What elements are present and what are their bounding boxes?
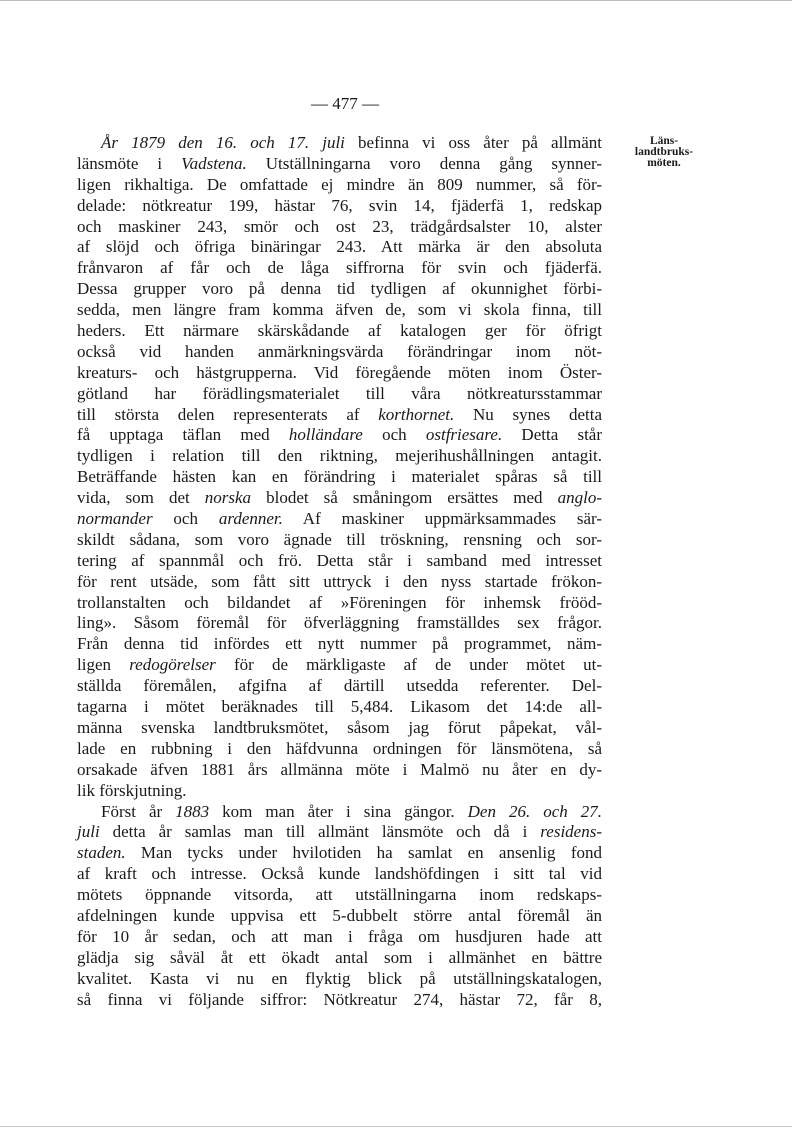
text-line — [77, 718, 602, 739]
text-run: frånvaron af får och de låga siffrorna för svin och fjäderfä. — [77, 258, 602, 278]
text-run: kom man åter i sina gängor. — [209, 801, 468, 821]
text-run: och maskiner 243, smör och ost 23, trädgårdsalster 10, alster — [77, 216, 602, 236]
text-line — [77, 321, 602, 342]
text-run: delade: nötkreatur 199, hästar 76, svin 14, fjäderfä 1, redskap — [77, 195, 602, 215]
text-line — [77, 217, 602, 238]
text-run: för de märkligaste af de under mötet ut- — [215, 655, 602, 675]
text-line — [77, 613, 602, 634]
text-run: af slöjd och öfriga binäringar 243. Att märka är den absoluta — [77, 237, 602, 257]
text-run: tydligen i relation till den riktning, mejerihushållningen antagit. — [77, 446, 602, 466]
text-line — [77, 990, 602, 1011]
text-line — [77, 154, 602, 175]
text-run: Man tycks under hvilotiden ha samlat en ansenlig fond — [125, 843, 602, 863]
italic-run: redogörelser — [129, 655, 216, 675]
margin-note-line: landtbruks- — [634, 146, 694, 158]
italic-run: korthornet. — [378, 404, 455, 424]
italic-run: 1883 — [175, 801, 210, 821]
text-line — [77, 488, 602, 509]
text-run: Från denna tid infördes ett nytt nummer på programmet, näm- — [77, 634, 602, 654]
text-line — [77, 948, 602, 969]
text-run: af kraft och intresse. Också kunde landshöfdingen i sitt tal vid — [77, 864, 602, 884]
text-line — [77, 969, 602, 990]
text-line — [77, 906, 602, 927]
margin-note-line: Läns- — [649, 135, 679, 147]
text-line — [77, 843, 602, 864]
body-text — [77, 133, 602, 1010]
italic-run: holländare — [288, 425, 363, 445]
text-run: tagarna i mötet beräknades till 5,484. Likasom det 14:de all- — [77, 697, 602, 717]
text-run: Först år — [101, 801, 176, 821]
text-line — [77, 530, 602, 551]
text-run: mötets öppnande vitsorda, att utställningarna inom redskaps- — [77, 885, 602, 905]
italic-run: residens- — [540, 822, 602, 842]
text-run: männa svenska landtbruksmötet, såsom jag förut påpekat, vål- — [77, 717, 602, 737]
text-line — [77, 237, 602, 258]
text-line — [77, 363, 602, 384]
text-line — [77, 760, 602, 781]
scan-top-edge — [0, 0, 792, 1]
text-line — [77, 196, 602, 217]
text-run: lik förskjutning. — [77, 780, 187, 800]
text-line — [77, 405, 602, 426]
text-run: orsakade äfven 1881 års allmänna möte i Malmö nu åter en dy- — [77, 759, 602, 779]
text-run: sedda, men längre fram komma äfven de, som vi skola finna, till — [77, 300, 602, 320]
text-run: ligen rikhaltiga. De omfattade ej mindre än 809 nummer, så för- — [77, 174, 602, 194]
text-line — [77, 384, 602, 405]
text-run: Af maskiner uppmärksammades sär- — [282, 509, 603, 529]
text-run: ling». Såsom föremål för öfverläggning framställdes sex frågor. — [77, 613, 602, 633]
text-line — [77, 342, 602, 363]
text-run: till största delen representerats af — [77, 404, 379, 424]
text-run: Nu synes detta — [454, 404, 603, 424]
text-line — [77, 822, 602, 843]
text-line — [77, 802, 602, 823]
text-run: Utställningarna voro denna gång synner- — [246, 153, 602, 173]
text-run: blodet så småningom ersättes med — [251, 488, 558, 508]
text-run: glädja sig såväl åt ett ökadt antal som i allmänhet en bättre — [77, 947, 602, 967]
text-line — [77, 864, 602, 885]
italic-run: ostfriesare. — [425, 425, 503, 445]
text-run: Beträffande hästen kan en förändring i materialet spåras så till — [77, 467, 602, 487]
text-line — [77, 634, 602, 655]
text-run: skildt sådana, som voro ägnade till tröskning, rensning och sor- — [77, 529, 602, 549]
text-run: få upptaga täflan med — [77, 425, 289, 445]
text-line — [77, 739, 602, 760]
italic-run: norska — [204, 488, 252, 508]
text-run: också vid handen anmärkningsvärda förändringar inom nöt- — [77, 341, 602, 361]
scan-bottom-edge — [0, 1126, 792, 1127]
italic-run: normander — [77, 509, 153, 529]
text-line — [77, 551, 602, 572]
text-line — [77, 781, 602, 802]
italic-run: Den 26. och 27. — [467, 801, 602, 821]
text-line — [77, 175, 602, 196]
italic-run: staden. — [77, 843, 126, 863]
text-line — [77, 697, 602, 718]
text-line — [77, 509, 602, 530]
margin-note — [618, 136, 710, 169]
text-run: götland har förädlingsmaterialet till våra nötkreatursstammar — [77, 383, 602, 403]
text-run: trollanstalten och bildandet af »Föreningen för inhemsk frööd- — [77, 592, 602, 612]
text-run: ligen — [77, 655, 130, 675]
text-run: kreaturs- och hästgrupperna. Vid föregående möten inom Öster- — [77, 362, 602, 382]
text-line — [77, 258, 602, 279]
text-run: tering af spannmål och frö. Detta står i samband med intresset — [77, 550, 602, 570]
text-run: vida, som det — [77, 488, 205, 508]
text-run: ställda föremålen, afgifna af därtill utsedda referenter. Del- — [77, 676, 602, 696]
italic-run: anglo- — [557, 488, 602, 508]
text-run: Detta står — [502, 425, 603, 445]
text-run: detta år samlas man till allmänt länsmöte och då i — [99, 822, 541, 842]
text-run: för rent utsäde, som fått sitt uttryck i den nyss startade frökon- — [77, 571, 602, 591]
text-run: så finna vi följande siffror: Nötkreatur 274, hästar 72, får 8, — [77, 989, 602, 1009]
italic-run: År 1879 den 16. och 17. juli — [101, 133, 345, 152]
text-line — [77, 572, 602, 593]
text-line — [77, 467, 602, 488]
margin-note-line: möten. — [647, 157, 681, 169]
text-run: länsmöte i — [77, 153, 182, 173]
text-line — [77, 927, 602, 948]
text-line — [77, 676, 602, 697]
text-line — [77, 593, 602, 614]
italic-run: juli — [77, 822, 100, 842]
text-run: och — [152, 509, 219, 529]
text-run: för 10 år sedan, och att man i fråga om husdjuren hade att — [77, 926, 602, 946]
text-run: lade en rubbning i den häfdvunna ordningen för länsmötena, så — [77, 738, 602, 758]
italic-run: Vadstena. — [181, 153, 247, 173]
page-number: — 477 — — [311, 94, 379, 113]
text-run: och — [362, 425, 426, 445]
text-line — [77, 885, 602, 906]
text-line — [77, 425, 602, 446]
italic-run: ardenner. — [218, 509, 283, 529]
text-run: befinna vi oss åter på allmänt — [344, 133, 603, 152]
text-run: Dessa grupper voro på denna tid tydligen af okunnighet förbi- — [77, 279, 602, 299]
text-run: heders. Ett närmare skärskådande af katalogen ger för öfrigt — [77, 321, 602, 341]
text-line — [77, 300, 602, 321]
text-line — [77, 446, 602, 467]
text-line — [77, 279, 602, 300]
text-run: afdelningen kunde uppvisa ett 5-dubbelt större antal föremål än — [77, 905, 602, 925]
text-line — [77, 655, 602, 676]
text-line — [77, 133, 602, 154]
text-run: kvalitet. Kasta vi nu en flyktig blick på utställningskatalogen, — [77, 968, 602, 988]
